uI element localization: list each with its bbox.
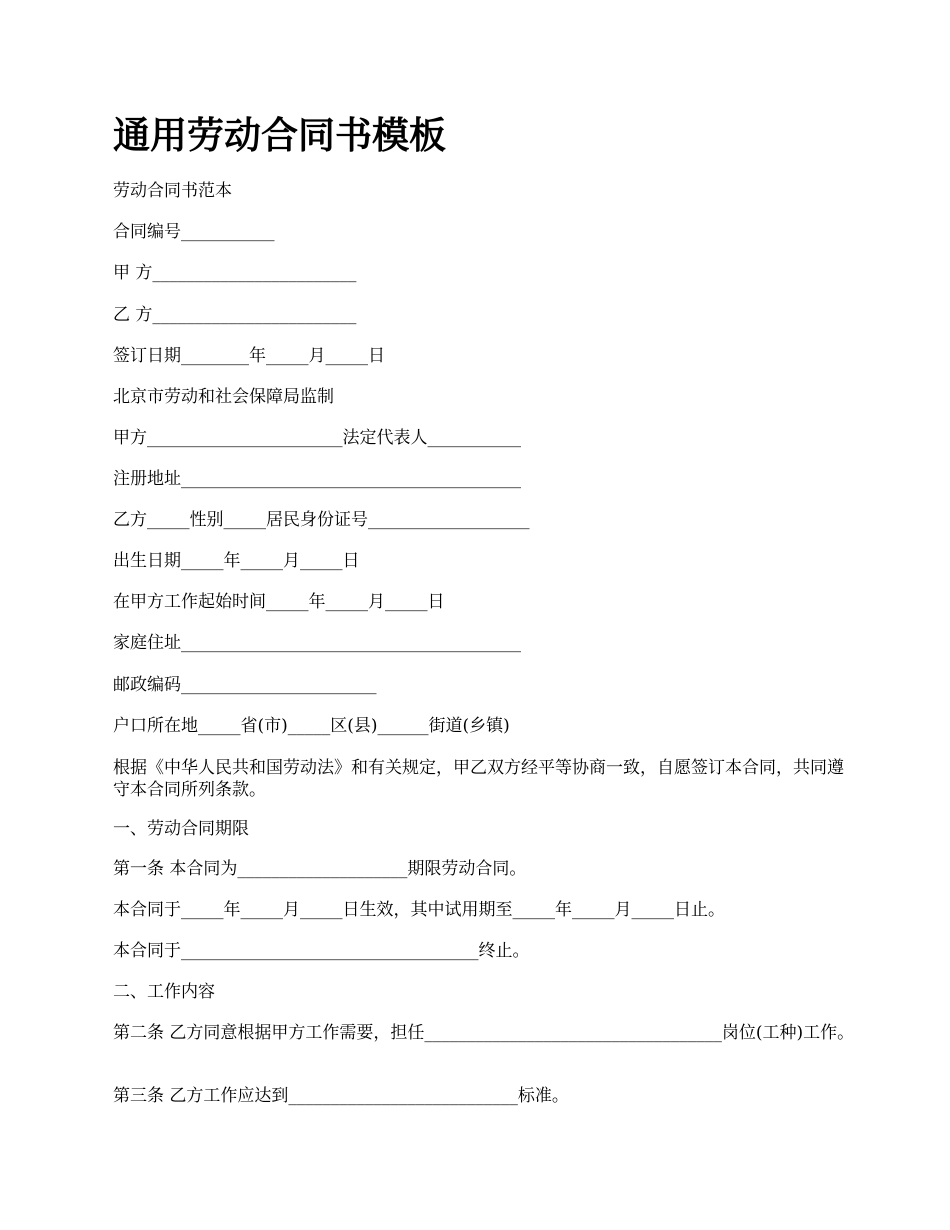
home-address-line: 家庭住址________________________________________	[113, 633, 521, 653]
household-registration-line: 户口所在地_____省(市)_____区(县)______街道(乡镇)	[113, 716, 510, 736]
preamble-paragraph: 根据《中华人民共和国劳动法》和有关规定，甲乙双方经平等协商一致，自愿签订本合同，共同遵守本合同所列条款。	[113, 758, 844, 800]
section-2-heading: 二、工作内容	[113, 982, 215, 1002]
party-b-line: 乙 方________________________	[113, 305, 357, 325]
postal-code-line: 邮政编码_______________________	[113, 675, 377, 695]
termination-line: 本合同于___________________________________终止。	[113, 941, 530, 961]
supervisor-line: 北京市劳动和社会保障局监制	[113, 387, 334, 407]
section-1-heading: 一、劳动合同期限	[113, 819, 249, 839]
contract-number-line: 合同编号___________	[113, 222, 275, 242]
subtitle: 劳动合同书范本	[113, 181, 232, 201]
effective-date-line: 本合同于_____年_____月_____日生效，其中试用期至_____年_____月_____日止。	[113, 900, 725, 920]
registered-address-line: 注册地址________________________________________	[113, 469, 521, 489]
start-date-line: 在甲方工作起始时间_____年_____月_____日	[113, 592, 445, 612]
article-1-line: 第一条 本合同为____________________期限劳动合同。	[113, 859, 527, 879]
birth-date-line: 出生日期_____年_____月_____日	[113, 551, 360, 571]
signing-date-line: 签订日期________年_____月_____日	[113, 346, 385, 366]
article-3-line: 第三条 乙方工作应达到___________________________标准。	[113, 1086, 569, 1106]
party-b-info-line: 乙方_____性别_____居民身份证号___________________	[113, 510, 530, 530]
article-2-paragraph: 第二条 乙方同意根据甲方工作需要，担任___________________________________岗位(工种)工作。	[113, 1023, 855, 1043]
document-title: 通用劳动合同书模板	[113, 114, 446, 157]
party-a-line: 甲 方________________________	[113, 263, 357, 283]
party-a-representative-line: 甲方_______________________法定代表人___________	[113, 428, 521, 448]
